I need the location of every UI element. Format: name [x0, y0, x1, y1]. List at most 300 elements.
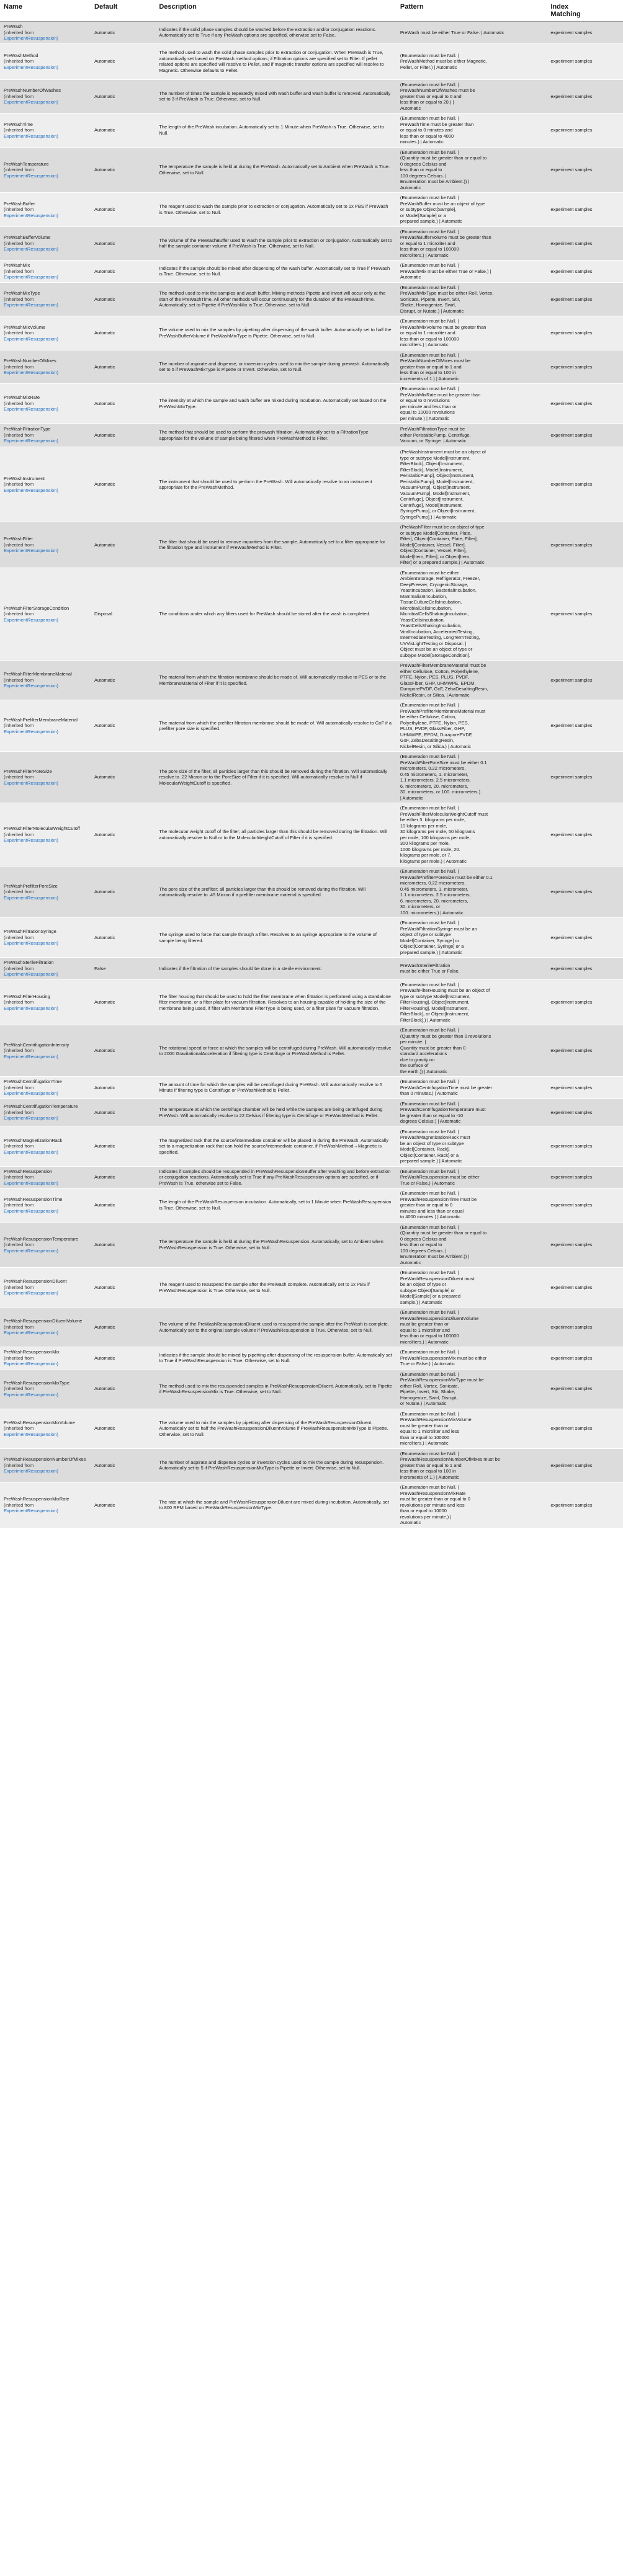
column-header-default: Default	[91, 0, 155, 22]
inherited-source-link[interactable]: ExperimentResuspension)	[4, 728, 58, 734]
table-row	[0, 979, 623, 1025]
inherited-source-link[interactable]: ExperimentResuspension)	[4, 1115, 58, 1121]
cell-pattern: (Enumeration must be Null. | (Quantity must be greater than or equal to 0 degrees Celsius and less than or equal to 100 degrees Celsius. | Enumeration must be Ambient.)) | Automatic	[397, 147, 547, 193]
column-header-index-matching: Index Matching	[547, 0, 623, 22]
table-row	[0, 958, 623, 980]
inherited-label: (inherited from	[4, 1324, 34, 1330]
cell-description: The filter housing that should be used to hold the filter membrane when filtration is performed using a standalone filter membrane, or a filter plate for vacuum filtration. Resolves to an housing capable of holding the size of the membrane being used, if filter with Membrane FilterType is being used, or a filter plate for vacuum filtration.	[155, 979, 397, 1025]
cell-description: The syringe used to force that sample through a filter. Resolves to an syringe appropriate to the volume of sample being filtered.	[155, 918, 397, 958]
inherited-source-link[interactable]: ExperimentResuspension)	[4, 940, 58, 947]
cell-name	[0, 114, 91, 148]
cell-index-matching: experiment samples	[547, 752, 623, 803]
cell-default: Automatic	[91, 43, 155, 79]
cell-name	[0, 350, 91, 384]
cell-pattern: (Enumeration must be Null. | PreWashResuspensionDiluentVolume must be greater than or equal to 1 microliter and less than or equal to 100000 microliters.) | Automatic	[397, 1308, 547, 1347]
cell-name	[0, 261, 91, 283]
option-name: PreWashResuspensionNumberOfMixes	[4, 1456, 86, 1462]
cell-name	[0, 1369, 91, 1409]
cell-default: Automatic	[91, 316, 155, 350]
cell-description: The length of the PreWashResuspension incubation. Automatically, set to 1 Minute when PreWashResuspension is True. Otherwise, set to Null.	[155, 1188, 397, 1223]
inherited-source-link[interactable]: ExperimentResuspension)	[4, 1361, 58, 1366]
cell-pattern: (Enumeration must be Null. | PreWashCentrifugationTime must be greater than 0 minutes.) | Automatic	[397, 1077, 547, 1099]
cell-index-matching: experiment samples	[547, 1025, 623, 1077]
inherited-source-link[interactable]: ExperimentResuspension)	[4, 780, 58, 786]
inherited-source-link[interactable]: ExperimentResuspension)	[4, 683, 58, 689]
cell-pattern: (Enumeration must be either AmbientStorage, Refrigerator, Freezer, DeepFreezer, CryogenicStorage, YeastIncubation, BacterialIncubation, MammalianIncubation, TissueCultureCellsIncubation, MicrobialCellsIncubation, MicrobialCellsShakingIncubation, YeastCellsIncubation, YeastCellsShakingIncubation, ViralIncubation, AcceleratedTesting, IntermediateTesting, LongTermTesting, UVVisLightTesting or Disposal. | Object must be an object of type or subtype Model[StorageCondition].	[397, 568, 547, 661]
cell-pattern: (Enumeration must be Null. | PreWashResuspension must be either True or False.) | Automatic	[397, 1166, 547, 1188]
cell-default: Automatic	[91, 147, 155, 193]
option-name: PreWashMagnetizationRack	[4, 1137, 63, 1143]
inherited-source-link[interactable]: ExperimentResuspension)	[4, 99, 58, 105]
cell-name	[0, 700, 91, 752]
cell-name	[0, 1166, 91, 1188]
cell-pattern: PreWashSterileFiltration must be either True or False.	[397, 958, 547, 980]
cell-name	[0, 803, 91, 867]
cell-description: The molecular weight cutoff of the filter; all particles larger than this should be removed during the filtration. Will automatically resolve to Null or to the MolecularWeightCutoff of Filter if it is specified.	[155, 803, 397, 867]
cell-name	[0, 867, 91, 918]
cell-default: Automatic	[91, 261, 155, 283]
cell-description: The method used to wash the solid phase samples prior to extraction or conjugation. When PreWash is True, automatically set based on PreWash method options; if Filtration options are specified set to Filter. If pellet related options are specified will resolve to Pellet, and if magnetic transfer options are specified will resolve to Magnetic. Otherwise defaults to Pellet.	[155, 43, 397, 79]
table-row	[0, 1025, 623, 1077]
option-name: PreWashFilter	[4, 536, 34, 541]
cell-pattern: (Enumeration must be Null. | PreWashResuspensionNumberOfMixes must be greater than or equal to 1 and less than or equal to 100 in increments of 1.) | Automatic	[397, 1448, 547, 1482]
option-name: PreWashMixVolume	[4, 324, 46, 330]
inherited-source-link[interactable]: ExperimentResuspension)	[4, 1053, 58, 1059]
inherited-source-link[interactable]: ExperimentResuspension)	[4, 1391, 58, 1397]
cell-index-matching: experiment samples	[547, 384, 623, 424]
table-row	[0, 282, 623, 316]
inherited-source-link[interactable]: ExperimentResuspension)	[4, 1208, 58, 1214]
cell-description: Indicates if the sample should be mixed after dispensing of the wash buffer. Automatically set to True if PreWash is True. Otherwise, set to Null.	[155, 261, 397, 283]
cell-pattern: (Enumeration must be Null. | PreWashPrefilterMembraneMaterial must be either Cellulose, Cotton, Polyethylene, PTFE, Nylon, PES, PLUS, PVDF, GlassFiber, GHP, UHMWPE, EPDM, DuraporePVDF, GxF, ZebaDesaltingResin, NickelResin, or Silica.) | Automatic	[397, 700, 547, 752]
cell-name	[0, 43, 91, 79]
option-name: PreWashBufferVolume	[4, 234, 51, 240]
cell-description: The number of aspirate and dispense cycles or inversion cycles used to mix the sample during resuspension. Automatically set to 5 if PreWashResuspensionMixType is Pipette or Invert. Otherwise, set to Null.	[155, 1448, 397, 1482]
cell-pattern: (Enumeration must be Null. | PreWashResuspensionMixVolume must be greater than or equal to 1 microliter and less than or equal to 100000 microliters.) | Automatic	[397, 1409, 547, 1448]
cell-index-matching: experiment samples	[547, 979, 623, 1025]
option-name: PreWashResuspensionDiluentVolume	[4, 1318, 83, 1324]
inherited-source-link[interactable]: ExperimentResuspension)	[4, 1431, 58, 1437]
inherited-source-link[interactable]: ExperimentResuspension)	[4, 1005, 58, 1011]
cell-pattern: (Enumeration must be Null. | PreWashBuffer must be an object of type or subtype Object[Sample], or Model[Sample] or a prepared sample.) | Automatic	[397, 193, 547, 227]
inherited-label: (inherited from	[4, 330, 34, 336]
inherited-label: (inherited from	[4, 1502, 34, 1508]
cell-pattern: (Enumeration must be Null. | PreWashBufferVolume must be greater than or equal to 1 microliter and less than or equal to 100000 microliters.) | Automatic	[397, 226, 547, 261]
inherited-source-link[interactable]: ExperimentResuspension)	[4, 438, 58, 444]
cell-default: False	[91, 958, 155, 980]
cell-index-matching: experiment samples	[547, 1409, 623, 1448]
cell-default: Automatic	[91, 1369, 155, 1409]
inherited-label: (inherited from	[4, 296, 34, 302]
table-header-row	[0, 0, 623, 22]
inherited-source-link[interactable]: ExperimentResuspension)	[4, 1149, 58, 1155]
option-name: PreWashMix	[4, 262, 30, 268]
cell-name	[0, 424, 91, 447]
cell-index-matching: experiment samples	[547, 958, 623, 980]
cell-index-matching: experiment samples	[547, 261, 623, 283]
cell-description: The method that should be used to perform the prewash filtration. Automatically set to a FiltrationType appropriate for the volume of sample being filtered when PreWashMethod is Filter.	[155, 424, 397, 447]
option-name: PreWashCentrifugationTime	[4, 1079, 62, 1084]
inherited-source-link[interactable]: ExperimentResuspension)	[4, 370, 58, 375]
cell-pattern: (Enumeration must be Null. | PreWashResuspensionMix must be either True or False.) | Automatic	[397, 1347, 547, 1370]
inherited-label: (inherited from	[4, 723, 34, 729]
cell-index-matching: experiment samples	[547, 447, 623, 522]
option-name: PreWashResuspensionMixVolume	[4, 1419, 75, 1425]
cell-name	[0, 1025, 91, 1077]
cell-index-matching: experiment samples	[547, 1222, 623, 1268]
inherited-label: (inherited from	[4, 541, 34, 548]
option-name: PreWashResuspensionMix	[4, 1349, 60, 1355]
cell-name	[0, 1126, 91, 1166]
cell-default: Automatic	[91, 918, 155, 958]
inherited-source-link[interactable]: ExperimentResuspension)	[4, 133, 58, 139]
cell-index-matching: experiment samples	[547, 867, 623, 918]
inherited-label: (inherited from	[4, 432, 34, 438]
cell-index-matching: experiment samples	[547, 1077, 623, 1099]
cell-index-matching: experiment samples	[547, 22, 623, 44]
inherited-label: (inherited from	[4, 400, 34, 406]
option-name: PreWashPrefilterPoreSize	[4, 883, 58, 889]
inherited-source-link[interactable]: ExperimentResuspension)	[4, 274, 58, 280]
cell-name	[0, 22, 91, 44]
cell-name	[0, 1077, 91, 1099]
cell-name	[0, 147, 91, 193]
table-row	[0, 1188, 623, 1223]
cell-description: Indicates if samples should be resuspended in PreWashResuspensionBuffer after washing and before extraction or conjugation reactions. Automatically set to True if any PreWashResuspension options are specified, or if PreWash is True, otherwise set to False.	[155, 1166, 397, 1188]
option-name: PreWashMixType	[4, 290, 40, 296]
option-name: PreWashInstrument	[4, 475, 45, 481]
cell-name	[0, 522, 91, 568]
inherited-label: (inherited from	[4, 268, 34, 274]
cell-description: The reagent used to resuspend the sample after the PreWash complete. Automatically set to 1x PBS if PreWashResuspension is True. Otherwise, set to Null.	[155, 1268, 397, 1308]
table-row	[0, 1077, 623, 1099]
cell-description: The rate at which the sample and PreWashResuspensionDiluent are mixed during incubation. Automatically, set to 800 RPM based on PreWashResuspensionMixType.	[155, 1482, 397, 1528]
cell-pattern: (Enumeration must be Null. | PreWashFilterHousing must be an object of type or subtype Model[Instrument, FilterHousing], Object[Instrument, FilterHousing], Model[Instrument, FilterBlock], or Object[Instrument, FilterBlock].) | Automatic	[397, 979, 547, 1025]
cell-default: Automatic	[91, 1308, 155, 1347]
cell-name	[0, 316, 91, 350]
option-name: PreWashResuspensionMixRate	[4, 1496, 69, 1502]
cell-index-matching: experiment samples	[547, 1482, 623, 1528]
cell-default: Automatic	[91, 803, 155, 867]
option-name: PreWash	[4, 24, 23, 29]
cell-default: Automatic	[91, 1077, 155, 1099]
table-row	[0, 350, 623, 384]
inherited-label: (inherited from	[4, 965, 34, 971]
cell-default: Automatic	[91, 1188, 155, 1223]
cell-pattern: (Enumeration must be Null. | PreWashFiltrationSyringe must be an object of type or subtype Model[Container, Syringe] or Object[Container, Syringe] or a prepared sample.) | Automatic	[397, 918, 547, 958]
inherited-source-link[interactable]: ExperimentResuspension)	[4, 1290, 58, 1296]
table-row	[0, 661, 623, 700]
option-name: PreWashFilterMolecularWeightCutoff	[4, 826, 80, 832]
table-row	[0, 79, 623, 114]
cell-name	[0, 661, 91, 700]
cell-index-matching: experiment samples	[547, 147, 623, 193]
cell-name	[0, 918, 91, 958]
cell-description: The conditions under which any filters used for PreWash should be stored after the wash is completed.	[155, 568, 397, 661]
cell-index-matching: experiment samples	[547, 1448, 623, 1482]
cell-name	[0, 1482, 91, 1528]
cell-pattern: (Enumeration must be Null. | (Quantity must be greater than or equal to 0 degrees Celsius and less than or equal to 100 degrees Celsius. | Enumeration must be Ambient.)) | Automatic	[397, 1222, 547, 1268]
inherited-label: (inherited from	[4, 1174, 34, 1180]
cell-default: Automatic	[91, 282, 155, 316]
cell-description: The temperature the sample is held at during the PreWash. Automatically set to Ambient when PreWash is True. Otherwise, set to Null.	[155, 147, 397, 193]
cell-name	[0, 193, 91, 227]
table-row	[0, 803, 623, 867]
option-name: PreWashTime	[4, 121, 33, 127]
table-row	[0, 447, 623, 522]
cell-default: Automatic	[91, 384, 155, 424]
inherited-source-link[interactable]: ExperimentResuspension)	[4, 1508, 58, 1513]
cell-default: Automatic	[91, 1409, 155, 1448]
inherited-label: (inherited from	[4, 889, 34, 895]
cell-description: Indicates if the sample should be mixed by pipetting after dispensing of the resuspension buffer. Automatically set to True if PreWashResuspension is True. Otherwise, set to Null.	[155, 1347, 397, 1370]
cell-name	[0, 1409, 91, 1448]
cell-default: Automatic	[91, 1222, 155, 1268]
table-row	[0, 147, 623, 193]
cell-default: Automatic	[91, 350, 155, 384]
cell-description: The number of times the sample is repeatedly mixed with wash buffer and wash buffer is removed. Automatically set to 3 if PreWash is True. Otherwise, set to Null.	[155, 79, 397, 114]
cell-default: Automatic	[91, 1126, 155, 1166]
table-row	[0, 226, 623, 261]
option-name: PreWashSterileFiltration	[4, 960, 54, 965]
cell-name	[0, 1099, 91, 1126]
inherited-source-link[interactable]: ExperimentResuspension)	[4, 617, 58, 623]
inherited-source-link[interactable]: ExperimentResuspension)	[4, 336, 58, 342]
option-name: PreWashTemperature	[4, 161, 49, 167]
table-row	[0, 1448, 623, 1482]
option-name: PreWashFilterMembraneMaterial	[4, 671, 72, 677]
cell-pattern: (Enumeration must be Null. | PreWashResuspensionMixType must be either Roll, Vortex, Sonicate, Pipette, Invert, Stir, Shake, Homogenize, Swirl, Disrupt, or Nutate.) | Automatic	[397, 1369, 547, 1409]
inherited-label: (inherited from	[4, 999, 34, 1005]
cell-index-matching: experiment samples	[547, 1369, 623, 1409]
cell-name	[0, 447, 91, 522]
cell-pattern: (PreWashInstrument must be an object of type or subtype Model[Instrument, FilterBlock], Object[Instrument, FilterBlock], Model[Instrument, PeristalticPump], Object[Instrument, PeristalticPump], Model[Instrument, VacuumPump], Object[Instrument, VacuumPump], Model[Instrument, Centrifuge], Object[Instrument, Centrifuge], Model[Instrument, SyringePump], or Object[Instrument, SyringePump].) | Automatic	[397, 447, 547, 522]
option-name: PreWashResuspensionDiluent	[4, 1278, 67, 1285]
table-row	[0, 1222, 623, 1268]
inherited-source-link[interactable]: ExperimentResuspension)	[4, 1247, 58, 1254]
inherited-label: (inherited from	[4, 1355, 34, 1361]
inherited-source-link[interactable]: ExperimentResuspension)	[4, 35, 58, 41]
inherited-label: (inherited from	[4, 774, 34, 780]
table-row	[0, 867, 623, 918]
cell-default: Automatic	[91, 1448, 155, 1482]
cell-pattern: (PreWashFilter must be an object of type or subtype Model[Container, Plate, Filter], Object[Container, Plate, Filter], Model[Container, Vessel, Filter], Object[Container, Vessel, Filter], Model[Item, Filter], or Object[Item, Filter] or a prepared sample.) | Automatic	[397, 522, 547, 568]
cell-name	[0, 1448, 91, 1482]
cell-index-matching: experiment samples	[547, 316, 623, 350]
cell-name	[0, 979, 91, 1025]
cell-pattern: (Enumeration must be Null. | PreWashMix must be either True or False.) | Automatic	[397, 261, 547, 283]
inherited-source-link[interactable]: ExperimentResuspension)	[4, 548, 58, 553]
inherited-source-link[interactable]: ExperimentResuspension)	[4, 1330, 58, 1336]
cell-default: Automatic	[91, 1268, 155, 1308]
cell-index-matching: experiment samples	[547, 918, 623, 958]
cell-pattern: (Enumeration must be Null. | PreWashCentrifugationTemperature must be greater than or equal to -10 degrees Celsius.) | Automatic	[397, 1099, 547, 1126]
cell-index-matching: experiment samples	[547, 568, 623, 661]
cell-description: The pore size of the prefilter; all particles larger than this should be removed during the filtration. Will automatically resolve to .45 Micron if a prefilter membrane material is specified.	[155, 867, 397, 918]
table-row	[0, 114, 623, 148]
cell-description: The length of the PreWash incubation. Automatically set to 1 Minute when PreWash is True. Otherwise, set to Null.	[155, 114, 397, 148]
cell-default: Automatic	[91, 1025, 155, 1077]
inherited-label: (inherited from	[4, 1202, 34, 1208]
cell-index-matching: experiment samples	[547, 79, 623, 114]
cell-name	[0, 79, 91, 114]
cell-name	[0, 1347, 91, 1370]
cell-name	[0, 1222, 91, 1268]
inherited-label: (inherited from	[4, 167, 34, 172]
cell-default: Automatic	[91, 700, 155, 752]
cell-description: The material from which the prefilter filtration membrane should be made of. Will automatically resolve to GxF if a prefilter pore size is specified.	[155, 700, 397, 752]
cell-pattern: PreWashFilterMembraneMaterial must be either Cellulose, Cotton, Polyethylene, PTFE, Nylon, PES, PLUS, PVDF, GlassFiber, GHP, UHMWPE, EPDM, DuraporePVDF, GxF, ZebaDesaltingResin, NickelResin, or Silica. | Automatic	[397, 661, 547, 700]
inherited-source-link[interactable]: ExperimentResuspension)	[4, 837, 58, 844]
cell-pattern: (Enumeration must be Null. | PreWashPrefilterPoreSize must be either 0.1 micrometers, 0.22 micrometers, 0.45 micrometers, 1. micrometer, 1.1 micrometers, 2.5 micrometers, 6. micrometers, 20. micrometers, 30. micrometers, or 100. micrometers.) | Automatic	[397, 867, 547, 918]
inherited-label: (inherited from	[4, 1386, 34, 1392]
cell-name	[0, 1188, 91, 1223]
cell-description: The magnetized rack that the source/intermediate container will be placed in during the PreWash. Automatically set to a magnetization rack that can hold the source/intermediate container, if PreWashMethod→Magnetic is specified.	[155, 1126, 397, 1166]
inherited-source-link[interactable]: ExperimentResuspension)	[4, 487, 58, 493]
cell-description: Indicates if the filtration of the samples should be done in a sterile environment.	[155, 958, 397, 980]
table-row	[0, 1099, 623, 1126]
cell-index-matching: experiment samples	[547, 43, 623, 79]
cell-name	[0, 282, 91, 316]
inherited-label: (inherited from	[4, 1462, 34, 1468]
inherited-source-link[interactable]: ExperimentResuspension)	[4, 894, 58, 901]
option-name: PreWashResuspensionTime	[4, 1196, 63, 1202]
cell-index-matching: experiment samples	[547, 1308, 623, 1347]
inherited-label: (inherited from	[4, 831, 34, 837]
option-name: PreWashBuffer	[4, 200, 35, 207]
inherited-source-link[interactable]: ExperimentResuspension)	[4, 406, 58, 412]
cell-default: Disposal	[91, 568, 155, 661]
option-name: PreWashMixRate	[4, 394, 40, 401]
option-name: PreWashFiltrationSyringe	[4, 929, 56, 935]
cell-index-matching: experiment samples	[547, 282, 623, 316]
inherited-source-link[interactable]: ExperimentResuspension)	[4, 971, 58, 977]
cell-default: Automatic	[91, 193, 155, 227]
cell-index-matching: experiment samples	[547, 350, 623, 384]
cell-description: The material from which the filtration membrane should be made of. Will automatically resolve to PES or to the MembraneMaterial of Filter if it is specified.	[155, 661, 397, 700]
cell-index-matching: experiment samples	[547, 1126, 623, 1166]
cell-default: Automatic	[91, 424, 155, 447]
cell-pattern: (Enumeration must be Null. | (Quantity must be greater than 0 revolutions per minute. | Quantity must be greater than 0 standard accelerations due to gravity on the surface of the earth.)) | Automatic	[397, 1025, 547, 1077]
option-name: PreWashCentrifugationTemperature	[4, 1103, 78, 1110]
option-name: PreWashFilterPoreSize	[4, 768, 52, 774]
table-row	[0, 568, 623, 661]
inherited-label: (inherited from	[4, 240, 34, 246]
inherited-label: (inherited from	[4, 1084, 34, 1090]
cell-index-matching: experiment samples	[547, 1347, 623, 1370]
column-header-pattern: Pattern	[397, 0, 547, 22]
table-row	[0, 261, 623, 283]
cell-pattern: PreWashFiltrationType must be either PeristalticPump, Centrifuge, Vacuum, or Syringe. | Automatic	[397, 424, 547, 447]
cell-description: The temperature the sample is held at during the PreWashResuspension. Automatically, set to Ambient when PreWashResuspension is True. Otherwise, set to Null.	[155, 1222, 397, 1268]
cell-index-matching: experiment samples	[547, 661, 623, 700]
inherited-label: (inherited from	[4, 611, 34, 617]
inherited-source-link[interactable]: ExperimentResuspension)	[4, 1180, 58, 1186]
inherited-label: (inherited from	[4, 127, 34, 133]
option-name: PreWashMethod	[4, 52, 38, 58]
cell-name	[0, 1268, 91, 1308]
option-name: PreWashCentrifugationIntensity	[4, 1041, 69, 1048]
table-row	[0, 384, 623, 424]
table-row	[0, 22, 623, 44]
cell-default: Automatic	[91, 522, 155, 568]
cell-index-matching: experiment samples	[547, 226, 623, 261]
cell-default: Automatic	[91, 79, 155, 114]
inherited-source-link[interactable]: ExperimentResuspension)	[4, 246, 58, 252]
inherited-source-link[interactable]: ExperimentResuspension)	[4, 302, 58, 308]
cell-pattern: (Enumeration must be Null. | PreWashMixType must be either Roll, Vortex, Sonicate, Pipette, Invert, Stir, Shake, Homogenize, Swirl, Disrupt, or Nutate.) | Automatic	[397, 282, 547, 316]
option-name: PreWashResuspensionTemperature	[4, 1236, 79, 1242]
cell-index-matching: experiment samples	[547, 114, 623, 148]
cell-pattern: (Enumeration must be Null. | PreWashMagnetizationRack must be an object of type or subtype Model[Container, Rack], Object[Container, Rack] or a prepared sample.) | Automatic	[397, 1126, 547, 1166]
cell-pattern: (Enumeration must be Null. | PreWashFilterMolecularWeightCutoff must be either 3. kilograms per mole, 10 kilograms per mole, 30 kilograms per mole, 50 kilograms per mole, 100 kilograms per mole, 300 kilograms per mole, 1000 kilograms per mole, 20. kilograms per mole, or 7. kilograms per mole.) | Automatic	[397, 803, 547, 867]
table-row	[0, 918, 623, 958]
inherited-label: (inherited from	[4, 1048, 34, 1054]
column-header-description: Description	[155, 0, 397, 22]
table-row	[0, 1166, 623, 1188]
inherited-source-link[interactable]: ExperimentResuspension)	[4, 172, 58, 179]
cell-pattern: (Enumeration must be Null. | PreWashMixVolume must be greater than or equal to 1 microliter and less than or equal to 100000 microliters.) | Automatic	[397, 316, 547, 350]
inherited-source-link[interactable]: ExperimentResuspension)	[4, 1090, 58, 1096]
inherited-source-link[interactable]: ExperimentResuspension)	[4, 1468, 58, 1474]
column-header-name: Name	[0, 0, 91, 22]
cell-description: The amount of time for which the samples will be centrifuged during PreWash. Will automatically resolve to 5 Minute if filtering type is Centrifuge or PreWashMethod is Pellet.	[155, 1077, 397, 1099]
inherited-label: (inherited from	[4, 29, 34, 35]
cell-default: Automatic	[91, 1099, 155, 1126]
table-row	[0, 522, 623, 568]
cell-default: Automatic	[91, 447, 155, 522]
cell-default: Automatic	[91, 1347, 155, 1370]
inherited-source-link[interactable]: ExperimentResuspension)	[4, 64, 58, 70]
cell-index-matching: experiment samples	[547, 803, 623, 867]
cell-description: The number of aspirate and dispense, or inversion cycles used to mix the sample during prewash. Automatically set to 5 if PreWashMixType is Pipette or Invert. Otherwise, set to Null.	[155, 350, 397, 384]
cell-index-matching: experiment samples	[547, 1188, 623, 1223]
table-row	[0, 193, 623, 227]
cell-name	[0, 226, 91, 261]
cell-index-matching: experiment samples	[547, 1166, 623, 1188]
cell-default: Automatic	[91, 752, 155, 803]
inherited-source-link[interactable]: ExperimentResuspension)	[4, 212, 58, 218]
inherited-label: (inherited from	[4, 934, 34, 940]
cell-default: Automatic	[91, 1482, 155, 1528]
table-row	[0, 1409, 623, 1448]
cell-default: Automatic	[91, 979, 155, 1025]
cell-default: Automatic	[91, 1166, 155, 1188]
cell-default: Automatic	[91, 226, 155, 261]
cell-description: The method used to mix the resuspended samples in PreWashResuspensionDiluent. Automatically, set to Pipette if PreWashResuspensionMix is True. Otherwise, set to Null.	[155, 1369, 397, 1409]
table-row	[0, 43, 623, 79]
cell-pattern: (Enumeration must be Null. | PreWashResuspensionDiluent must be an object of type or subtype Object[Sample] or Model[Sample] or a prepared sample.) | Automatic	[397, 1268, 547, 1308]
cell-pattern: (Enumeration must be Null. | PreWashTime must be greater than or equal to 0 minutes and less than or equal to 4000 minutes.) | Automatic	[397, 114, 547, 148]
cell-description: The filter that should be used to remove impurities from the sample. Automatically set to a filter appropriate for the filtration type and instrument if PreWashMethod is Filter.	[155, 522, 397, 568]
cell-description: The method used to mix the samples and wash buffer. Mixing methods Pipette and Invert will occur only at the start of the PreWashTime. All other methods will occur continuously for the duration of the PreWashTime. Automatically, set to Pipette if PreWashMix is True. Otherwise, set to Null.	[155, 282, 397, 316]
cell-pattern: (Enumeration must be Null. | PreWashFilterPoreSize must be either 0.1 micrometers, 0.22 micrometers, 0.45 micrometers, 1. micrometer, 1.1 micrometers, 2.5 micrometers, 6. micrometers, 20. micrometers, 30. micrometers, or 100. micrometers.) | Automatic	[397, 752, 547, 803]
cell-description: The pore size of the filter; all particles larger than this should be removed during the filtration. Will automatically resolve to .22 Micron or to the PoreSize of Filter if it is specified. Will automatically resolve to Null if MolecularWeightCutoff is specified.	[155, 752, 397, 803]
cell-index-matching: experiment samples	[547, 700, 623, 752]
cell-description: The volume used to mix the samples by pipetting after dispensing of the wash buffer. Automatically set to half the PreWashBufferVolume if PreWashMixType is Pipette. Otherwise, set to Null.	[155, 316, 397, 350]
cell-pattern: (Enumeration must be Null. | PreWashResuspensionMixRate must be greater than or equal to 0 revolutions per minute and less than or equal to 10000 revolutions per minute.) | Automatic	[397, 1482, 547, 1528]
cell-pattern: (Enumeration must be Null. | PreWashNumberOfWashes must be greater than or equal to 0 and less than or equal to 20.) | Automatic	[397, 79, 547, 114]
cell-description: The volume used to mix the samples by pipetting after dispensing of the PreWashResuspensionDiluent. Automatically set to half the PreWashResuspensionDiluentVolume if PreWashResuspensionMixType is Pipette. Otherwise, set to Null.	[155, 1409, 397, 1448]
cell-name	[0, 384, 91, 424]
table-row	[0, 316, 623, 350]
cell-description: Indicates if the solid phase samples should be washed before the extraction and/or conjugation reactions. Automatically set to True if any PreWash options are specified, otherwise set to False.	[155, 22, 397, 44]
option-name: PreWashFilterHousing	[4, 993, 50, 999]
cell-pattern: (Enumeration must be Null. | PreWashMixRate must be greater than or equal to 0 revolutions per minute and less than or equal to 10000 revolutions per minute.) | Automatic	[397, 384, 547, 424]
table-row	[0, 1369, 623, 1409]
cell-default: Automatic	[91, 661, 155, 700]
option-name: PreWashResuspensionMixType	[4, 1379, 70, 1386]
